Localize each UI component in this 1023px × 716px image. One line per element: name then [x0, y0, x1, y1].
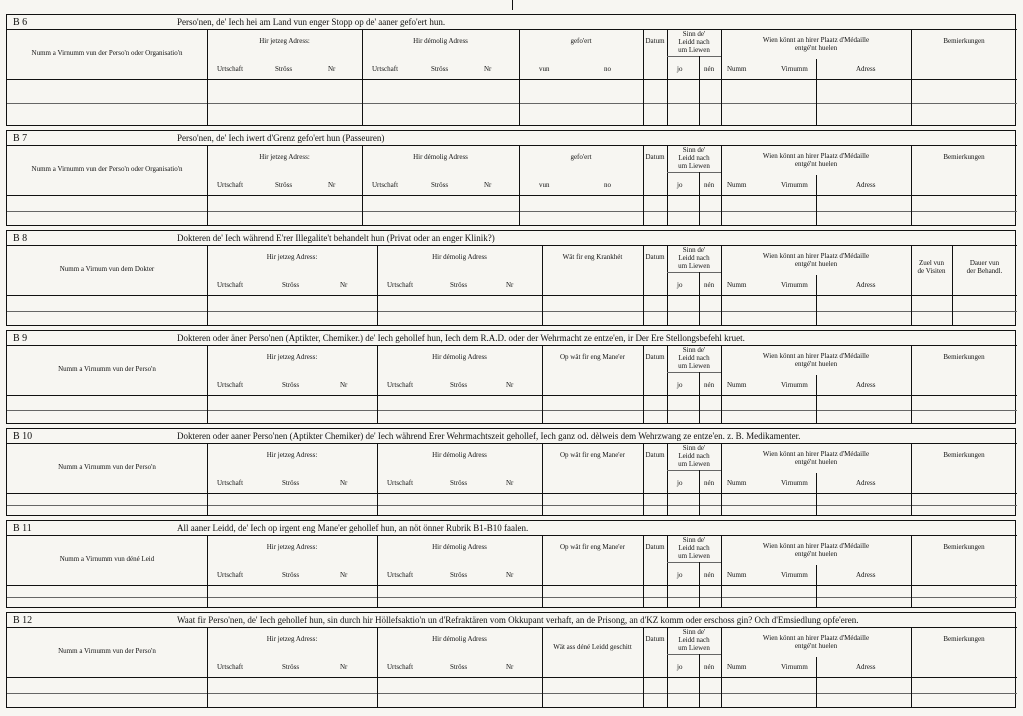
current-locality-header: Urtschaft — [217, 181, 244, 189]
medal-last-name-header: Numm — [727, 65, 747, 73]
medal-first-name-header: Virnumm — [781, 65, 808, 73]
from-header: vun — [539, 181, 550, 189]
section-title: Perso'nen, de' Iech iwert d'Grenz gefo'ert hun (Passeuren) — [177, 133, 385, 143]
entry-row-divider — [7, 103, 1017, 104]
alive-header-line1: Sinn de' — [682, 536, 706, 544]
medal-last-name-header: Numm — [727, 281, 747, 289]
name-column-header: Numm a Virnumm vun der Perso'n — [58, 647, 156, 655]
name-column-header: Numm a Virnumm vun der Perso'n oder Organisatio'n — [31, 49, 183, 57]
alive-header-line2: Leidd nach — [678, 154, 710, 162]
current-address-header: Hir jetzeg Adress: — [266, 353, 318, 361]
to-header: no — [604, 65, 611, 73]
remarks-header: Bemierkungen — [943, 451, 985, 459]
medal-last-name-header: Numm — [727, 571, 747, 579]
visits-header-line1: Zuel vun — [918, 259, 945, 267]
header-top-rule — [7, 627, 1017, 628]
current-locality-header: Urtschaft — [217, 571, 244, 579]
section-code: B 11 — [13, 523, 32, 534]
section-b9 — [6, 330, 1016, 424]
old-locality-header: Urtschaft — [387, 571, 414, 579]
alive-header-line1: Sinn de' — [682, 246, 706, 254]
medal-address-header: Adress — [856, 663, 876, 671]
current-locality-header: Urtschaft — [217, 381, 244, 389]
alive-yes-header: jo — [677, 65, 683, 73]
old-address-header: Hir démolig Adress — [432, 253, 487, 261]
header-bottom-rule — [7, 585, 1017, 586]
section-code: B 12 — [13, 615, 33, 626]
alive-split-rule — [667, 372, 721, 373]
medal-address-header: Adress — [856, 479, 876, 487]
alive-header-line1: Sinn de' — [682, 146, 706, 154]
extra-column-header: Wät fir eng Krankhét — [562, 253, 623, 261]
remarks-header: Bemierkungen — [943, 153, 985, 161]
remarks-header: Bemierkungen — [943, 635, 985, 643]
medal-last-name-header: Numm — [727, 381, 747, 389]
alive-yes-header: jo — [677, 571, 683, 579]
remarks-header: Bemierkungen — [943, 353, 985, 361]
old-number-header: Nr — [506, 571, 514, 579]
current-locality-header: Urtschaft — [217, 65, 244, 73]
header-bottom-rule — [7, 493, 1017, 494]
section-code: B 8 — [13, 233, 28, 244]
section-title: Dokteren oder äner Perso'nen (Aptikter, Chemiker.) de' Iech gehollef hun, Iech dem R.A.D. oder der Wehrmacht ze entze'en, ir Der Ere Stellongsbefehl kruet. — [177, 333, 745, 343]
visits-header-line2: de Visiten — [917, 267, 946, 275]
old-locality-header: Urtschaft — [387, 381, 414, 389]
extra-column-header: Op wät fir eng Mane'er — [559, 451, 625, 459]
alive-header-line1: Sinn de' — [682, 628, 706, 636]
name-column-header: Numm a Virnumm vun déné Leid — [59, 555, 155, 563]
name-column-header: Numm a Virnum vun dem Dokter — [59, 265, 155, 273]
alive-yes-header: jo — [677, 479, 683, 487]
alive-header-line1: Sinn de' — [682, 30, 706, 38]
old-address-header: Hir démolig Adress — [432, 353, 487, 361]
alive-no-header: nén — [704, 65, 715, 73]
header-top-rule — [7, 245, 1017, 246]
current-street-header: Ströss — [282, 571, 300, 579]
remarks-header: Bemierkungen — [943, 37, 985, 45]
section-title: Dokteren oder aaner Perso'nen (Aptikter Chemiker) de' Iech während Erer Wehrmachtszeit gehollef, Iech ganz od. dèlweis dem Wehrzwang ze entze'en. z. B. Medikamenter. — [177, 431, 801, 441]
medal-first-name-header: Virnumm — [781, 663, 808, 671]
alive-split-rule — [667, 56, 721, 57]
duration-header-line2: der Behandl. — [966, 267, 1003, 275]
alive-header-line3: um Liewen — [678, 162, 710, 170]
entry-row-divider — [7, 311, 1017, 312]
alive-yes-no-divider — [699, 172, 700, 225]
header-bottom-rule — [7, 677, 1017, 678]
medal-address-header: Adress — [856, 381, 876, 389]
to-header: no — [604, 181, 611, 189]
entry-row-divider — [7, 505, 1017, 506]
current-number-header: Nr — [340, 663, 348, 671]
alive-yes-no-divider — [699, 470, 700, 515]
medal-header-line2: entgé'nt huelen — [794, 642, 838, 650]
alive-header-line3: um Liewen — [678, 46, 710, 54]
medal-address-header: Adress — [856, 181, 876, 189]
medal-header-line1: Wien könnt an hirer Plaatz d'Médaille — [762, 352, 870, 360]
date-header: Datum — [645, 153, 665, 161]
medal-header-line2: entgé'nt huelen — [794, 160, 838, 168]
current-number-header: Nr — [328, 65, 336, 73]
medal-first-name-header: Virnumm — [781, 571, 808, 579]
current-street-header: Ströss — [282, 381, 300, 389]
current-street-header: Ströss — [282, 281, 300, 289]
medal-last-name-header: Numm — [727, 663, 747, 671]
date-header: Datum — [645, 37, 665, 45]
section-b12 — [6, 612, 1016, 708]
current-locality-header: Urtschaft — [217, 663, 244, 671]
medal-header-line2: entgé'nt huelen — [794, 458, 838, 466]
old-locality-header: Urtschaft — [387, 281, 414, 289]
old-locality-header: Urtschaft — [372, 65, 399, 73]
section-title: All aaner Leidd, de' Iech op irgent eng Mane'er gehollef hun, an nöt önner Rubrik B1-B10 faalen. — [177, 523, 529, 533]
current-number-header: Nr — [340, 281, 348, 289]
header-bottom-rule — [7, 195, 1017, 196]
section-b8 — [6, 230, 1016, 326]
old-locality-header: Urtschaft — [387, 479, 414, 487]
medal-header-line1: Wien könnt an hirer Plaatz d'Médaille — [762, 542, 870, 550]
column-divider — [952, 245, 953, 325]
current-street-header: Ströss — [275, 65, 293, 73]
current-street-header: Ströss — [282, 663, 300, 671]
old-street-header: Ströss — [450, 479, 468, 487]
alive-no-header: nén — [704, 571, 715, 579]
alive-split-rule — [667, 562, 721, 563]
medal-first-name-header: Virnumm — [781, 381, 808, 389]
alive-split-rule — [667, 272, 721, 273]
alive-yes-header: jo — [677, 281, 683, 289]
section-title: Waat fir Perso'nen, de' Iech gehollef hun, sin durch hir Höllefsaktio'n un d'Refraktären vom Okkupant verhaft, an de Prisong, an d'KZ komm oder erschoss gin? Och d'Emsiedlung opfe'eren. — [177, 615, 859, 625]
medal-header-line2: entgé'nt huelen — [794, 260, 838, 268]
alive-header-line3: um Liewen — [678, 460, 710, 468]
driven-header: gefo'ert — [570, 37, 592, 45]
old-address-header: Hir démolig Adress — [432, 543, 487, 551]
alive-yes-no-divider — [699, 372, 700, 423]
medal-header-line2: entgé'nt huelen — [794, 550, 838, 558]
old-street-header: Ströss — [431, 65, 449, 73]
alive-yes-header: jo — [677, 181, 683, 189]
old-number-header: Nr — [506, 281, 514, 289]
alive-header-line2: Leidd nach — [678, 38, 710, 46]
section-code: B 9 — [13, 333, 28, 344]
current-number-header: Nr — [340, 571, 348, 579]
alive-header-line3: um Liewen — [678, 362, 710, 370]
medal-first-name-header: Virnumm — [781, 181, 808, 189]
alive-split-rule — [667, 654, 721, 655]
old-address-header: Hir démolig Adress — [413, 37, 468, 45]
header-top-rule — [7, 145, 1017, 146]
what-happened-header: Wät ass déné Leidd geschitt — [553, 643, 632, 651]
medal-header-line2: entgé'nt huelen — [794, 360, 838, 368]
remarks-header: Bemierkungen — [943, 543, 985, 551]
current-number-header: Nr — [340, 381, 348, 389]
current-address-header: Hir jetzeg Adress: — [266, 451, 318, 459]
current-street-header: Ströss — [282, 479, 300, 487]
alive-header-line2: Leidd nach — [678, 254, 710, 262]
alive-header-line2: Leidd nach — [678, 354, 710, 362]
medal-header-line1: Wien könnt an hirer Plaatz d'Médaille — [762, 252, 870, 260]
section-code: B 6 — [13, 17, 28, 28]
alive-header-line3: um Liewen — [678, 262, 710, 270]
medal-address-header: Adress — [856, 65, 876, 73]
name-column-header: Numm a Virnumm vun der Perso'n oder Organisatio'n — [31, 165, 183, 173]
medal-header-line1: Wien könnt an hirer Plaatz d'Médaille — [762, 634, 870, 642]
alive-no-header: nén — [704, 281, 715, 289]
section-title: Dokteren de' Iech während E'rer Illegalite't behandelt hun (Privat oder an enger Klinik?) — [177, 233, 495, 243]
header-bottom-rule — [7, 395, 1017, 396]
alive-header-line1: Sinn de' — [682, 444, 706, 452]
medal-first-name-header: Virnumm — [781, 479, 808, 487]
column-divider — [542, 627, 543, 707]
section-code: B 10 — [13, 431, 33, 442]
alive-split-rule — [667, 470, 721, 471]
old-number-header: Nr — [484, 65, 492, 73]
entry-row-divider — [7, 410, 1017, 411]
alive-split-rule — [667, 172, 721, 173]
alive-yes-no-divider — [699, 654, 700, 707]
section-title: Perso'nen, de' Iech hei am Land vun enger Stopp op de' aaner gefo'ert hun. — [177, 17, 446, 27]
section-b11 — [6, 520, 1016, 608]
current-address-header: Hir jetzeg Adress: — [266, 543, 318, 551]
old-street-header: Ströss — [450, 663, 468, 671]
name-column-header: Numm a Virnumm vun der Perso'n — [58, 365, 156, 373]
old-address-header: Hir démolig Adress — [432, 451, 487, 459]
current-street-header: Ströss — [275, 181, 293, 189]
date-header: Datum — [645, 543, 665, 551]
old-street-header: Ströss — [450, 381, 468, 389]
old-address-header: Hir démolig Adress — [413, 153, 468, 161]
top-crop-mark — [512, 0, 513, 10]
date-header: Datum — [645, 635, 665, 643]
alive-yes-no-divider — [699, 272, 700, 325]
date-header: Datum — [645, 353, 665, 361]
old-locality-header: Urtschaft — [372, 181, 399, 189]
medal-last-name-header: Numm — [727, 479, 747, 487]
current-address-header: Hir jetzeg Adress: — [266, 253, 318, 261]
current-number-header: Nr — [340, 479, 348, 487]
alive-no-header: nén — [704, 381, 715, 389]
old-address-header: Hir démolig Adress — [432, 635, 487, 643]
alive-yes-no-divider — [699, 56, 700, 125]
old-street-header: Ströss — [431, 181, 449, 189]
date-header: Datum — [645, 253, 665, 261]
header-top-rule — [7, 443, 1017, 444]
section-b10 — [6, 428, 1016, 516]
old-number-header: Nr — [506, 663, 514, 671]
alive-header-line3: um Liewen — [678, 644, 710, 652]
alive-header-line3: um Liewen — [678, 552, 710, 560]
old-street-header: Ströss — [450, 281, 468, 289]
duration-header-line1: Dauer vun — [969, 259, 1000, 267]
old-number-header: Nr — [484, 181, 492, 189]
alive-yes-header: jo — [677, 663, 683, 671]
extra-column-header: Op wät fir eng Mane'er — [559, 543, 625, 551]
current-locality-header: Urtschaft — [217, 281, 244, 289]
extra-column-header: Op wät fir eng Mane'er — [559, 353, 625, 361]
medal-header-line1: Wien könnt an hirer Plaatz d'Médaille — [762, 152, 870, 160]
header-top-rule — [7, 345, 1017, 346]
entry-row-divider — [7, 693, 1017, 694]
header-top-rule — [7, 29, 1017, 30]
date-header: Datum — [645, 451, 665, 459]
header-bottom-rule — [7, 79, 1017, 80]
alive-header-line2: Leidd nach — [678, 636, 710, 644]
current-locality-header: Urtschaft — [217, 479, 244, 487]
current-address-header: Hir jetzeg Adress: — [266, 635, 318, 643]
old-locality-header: Urtschaft — [387, 663, 414, 671]
medal-first-name-header: Virnumm — [781, 281, 808, 289]
medal-address-header: Adress — [856, 281, 876, 289]
medal-header-line1: Wien könnt an hirer Plaatz d'Médaille — [762, 36, 870, 44]
old-number-header: Nr — [506, 381, 514, 389]
alive-no-header: nén — [704, 479, 715, 487]
entry-row-divider — [7, 211, 1017, 212]
alive-header-line2: Leidd nach — [678, 544, 710, 552]
from-header: vun — [539, 65, 550, 73]
medal-address-header: Adress — [856, 571, 876, 579]
current-address-header: Hir jetzeg Adress: — [259, 37, 310, 45]
current-address-header: Hir jetzeg Adress: — [259, 153, 310, 161]
alive-yes-header: jo — [677, 381, 683, 389]
medal-last-name-header: Numm — [727, 181, 747, 189]
section-b7 — [6, 130, 1016, 226]
name-column-header: Numm a Virnumm vun der Perso'n — [58, 463, 156, 471]
old-street-header: Ströss — [450, 571, 468, 579]
alive-header-line1: Sinn de' — [682, 346, 706, 354]
header-bottom-rule — [7, 295, 1017, 296]
medal-header-line2: entgé'nt huelen — [794, 44, 838, 52]
alive-header-line2: Leidd nach — [678, 452, 710, 460]
old-number-header: Nr — [506, 479, 514, 487]
section-b6 — [6, 14, 1016, 126]
column-divider — [911, 245, 912, 325]
alive-no-header: nén — [704, 663, 715, 671]
section-code: B 7 — [13, 133, 28, 144]
alive-no-header: nén — [704, 181, 715, 189]
alive-yes-no-divider — [699, 562, 700, 607]
header-top-rule — [7, 535, 1017, 536]
entry-row-divider — [7, 597, 1017, 598]
driven-header: gefo'ert — [570, 153, 592, 161]
current-number-header: Nr — [328, 181, 336, 189]
medal-header-line1: Wien könnt an hirer Plaatz d'Médaille — [762, 450, 870, 458]
